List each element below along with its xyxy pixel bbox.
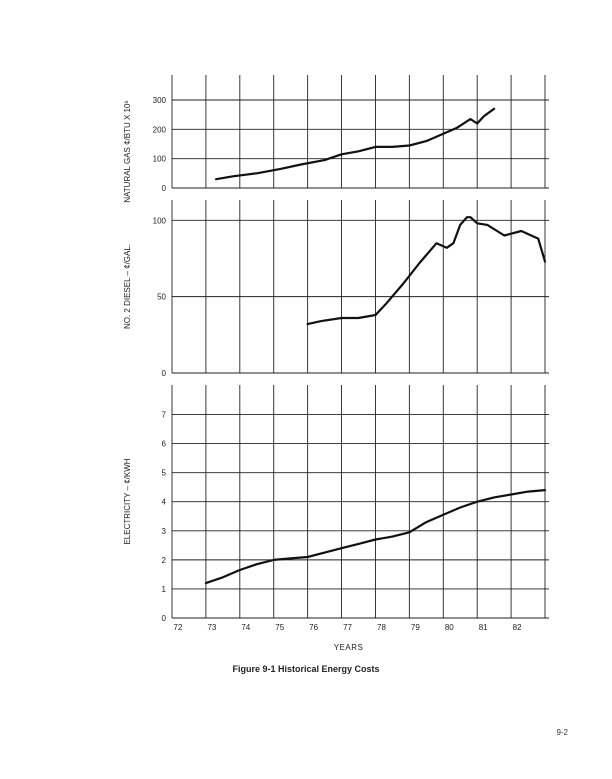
- y-tick-label: 4: [161, 497, 166, 507]
- y-tick-label: 0: [161, 369, 166, 378]
- x-tick-label: 73: [207, 623, 217, 632]
- y-tick-label: 300: [152, 96, 166, 105]
- y-tick-label: 5: [161, 468, 166, 478]
- y-tick-label: 7: [161, 410, 166, 420]
- page-number: 9-2: [556, 728, 568, 737]
- y-tick-label: 100: [152, 154, 166, 164]
- x-tick-label: 76: [309, 623, 319, 632]
- y-tick-label: 0: [161, 184, 166, 193]
- x-tick-label: 75: [275, 623, 285, 632]
- y-axis-label: NATURAL GAS ¢/BTU X 10⁶: [123, 100, 132, 203]
- panel-1: [123, 75, 549, 203]
- x-tick-label: 74: [241, 623, 251, 632]
- panel-3: [123, 385, 549, 652]
- y-tick-label: 6: [161, 439, 166, 449]
- y-tick-label: 50: [157, 292, 166, 302]
- x-tick-label: 82: [512, 623, 522, 632]
- series-line: [308, 217, 545, 324]
- x-tick-label: 77: [343, 623, 352, 632]
- y-axis-label: NO. 2 DIESEL – ¢/GAL.: [123, 243, 132, 330]
- x-tick-label: 78: [377, 623, 386, 632]
- y-tick-label: 1: [161, 584, 166, 594]
- y-tick-label: 100: [152, 216, 166, 226]
- x-axis-label: YEARS: [333, 643, 364, 652]
- y-tick-label: 0: [161, 614, 166, 623]
- y-tick-label: 2: [161, 555, 166, 565]
- x-tick-label: 72: [173, 623, 183, 632]
- x-tick-label: 80: [444, 623, 454, 632]
- y-tick-label: 200: [152, 125, 166, 135]
- y-axis-label: ELECTRICITY – ¢/KWH: [123, 458, 132, 545]
- figure-caption: Figure 9-1 Historical Energy Costs: [232, 664, 380, 674]
- x-tick-label: 81: [478, 623, 488, 632]
- x-tick-label: 79: [410, 623, 420, 632]
- y-tick-label: 3: [161, 526, 166, 536]
- panel-2: [123, 200, 549, 378]
- series-line: [216, 109, 494, 179]
